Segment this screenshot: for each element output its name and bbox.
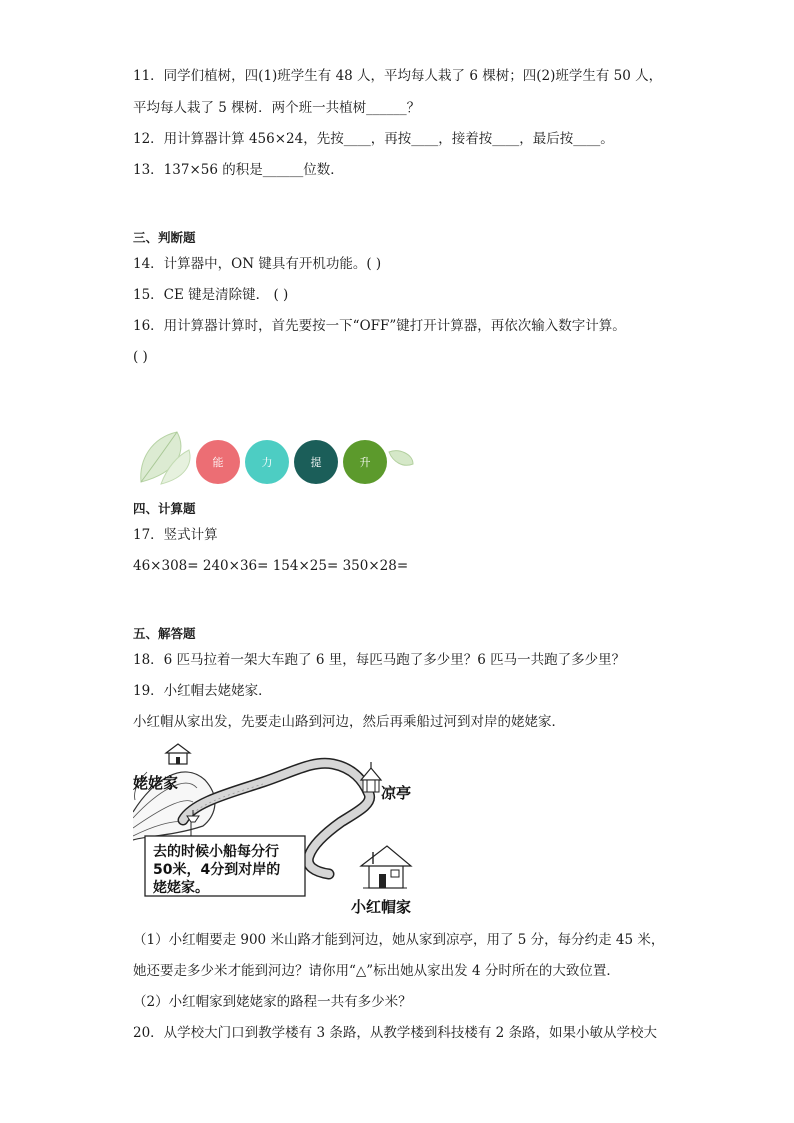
q16-bracket: ( ) bbox=[133, 349, 148, 365]
banner-circle-1 bbox=[196, 440, 240, 484]
q19-description: 小红帽从家出发，先要走山路到河边，然后再乘船过河到对岸的姥姥家． bbox=[133, 714, 565, 730]
banner-char-2: 力 bbox=[261, 456, 273, 469]
q14-line: 14．计算器中，ON 键具有开机功能。( ) bbox=[133, 256, 382, 272]
banner-char-1: 能 bbox=[212, 456, 224, 469]
banner-char-3: 提 bbox=[310, 456, 322, 469]
section-judgement-title: 三、判断题 bbox=[133, 230, 196, 245]
banner-circle-3 bbox=[294, 440, 338, 484]
note-line-3: 姥姥家。 bbox=[153, 880, 209, 896]
banner-char-4: 升 bbox=[359, 456, 371, 469]
banner-circle-4 bbox=[343, 440, 387, 484]
ability-banner bbox=[137, 428, 417, 486]
q15-line: 15．CE 键是清除键． ( ) bbox=[133, 287, 289, 303]
label-pavilion: 凉亭 bbox=[381, 784, 412, 802]
q18-line: 18．6 匹马拉着一架大车跑了 6 里，每匹马跑了多少里？6 匹马一共跑了多少里？ bbox=[133, 652, 626, 668]
map-drawing bbox=[133, 740, 433, 920]
section-answer-title: 五、解答题 bbox=[133, 626, 196, 641]
map-illustration bbox=[133, 740, 433, 920]
q20-line: 20．从学校大门口到教学楼有 3 条路，从教学楼到科技楼有 2 条路，如果小敏从学校大 bbox=[133, 1025, 658, 1041]
q13-line: 13．137×56 的积是______位数． bbox=[133, 162, 344, 178]
q11-line-1: 11．同学们植树，四(1)班学生有 48 人，平均每人栽了 6 棵树；四(2)班学生有 50 人， bbox=[133, 68, 663, 84]
label-red-home: 小红帽家 bbox=[351, 898, 412, 916]
note-line-2: 50米，4分到对岸的 bbox=[153, 862, 281, 878]
q17-line: 17．竖式计算 bbox=[133, 527, 218, 543]
label-grandma-home: 姥姥家 bbox=[133, 774, 179, 792]
q11-line-2: 平均每人栽了 5 棵树．两个班一共植树______？ bbox=[133, 100, 421, 116]
q17-calculations: 46×308= 240×36= 154×25= 350×28= bbox=[133, 558, 409, 574]
banner-circle-2 bbox=[245, 440, 289, 484]
q19-title: 19．小红帽去姥姥家． bbox=[133, 683, 272, 699]
leaf-icon bbox=[137, 428, 197, 486]
q19-part1-line-2: 她还要走多少米才能到河边？请你用“△”标出她从家出发 4 分时所在的大致位置． bbox=[133, 963, 620, 979]
q12-line: 12．用计算器计算 456×24，先按____，再按____，接着按____，最后按____。 bbox=[133, 131, 614, 147]
q19-part2-line: （2）小红帽家到姥姥家的路程一共有多少米？ bbox=[133, 994, 412, 1010]
q16-line: 16．用计算器计算时，首先要按一下“OFF”键打开计算器，再依次输入数字计算。 bbox=[133, 318, 626, 334]
q19-part1-line-1: （1）小红帽要走 900 米山路才能到河边，她从家到凉亭，用了 5 分，每分约走 45 米， bbox=[133, 932, 665, 948]
small-leaf-icon bbox=[387, 448, 417, 472]
note-line-1: 去的时候小船每分行 bbox=[153, 844, 279, 860]
section-calculation-title: 四、计算题 bbox=[133, 501, 196, 516]
